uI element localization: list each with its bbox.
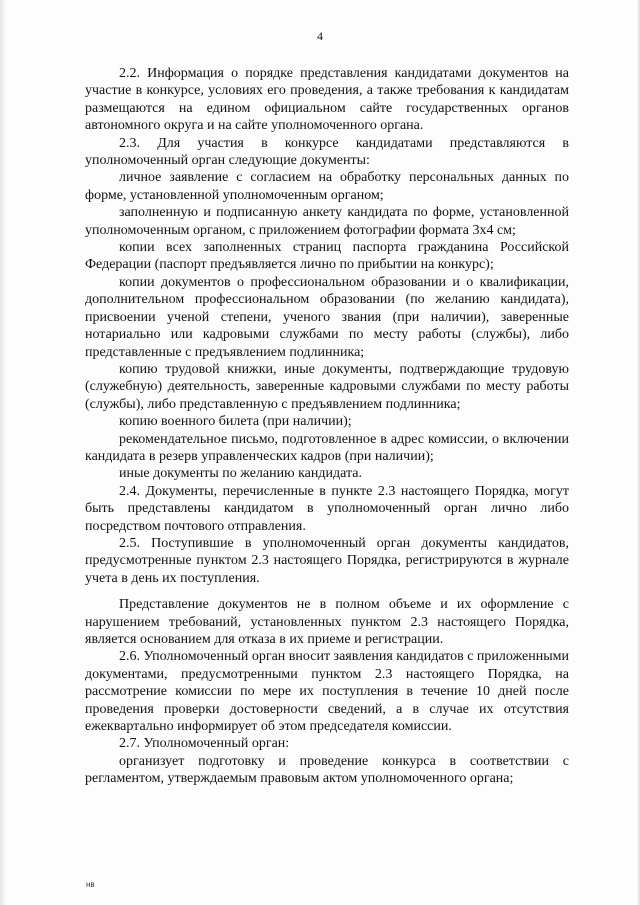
paragraph-2-7: 2.7. Уполномоченный орган:	[119, 736, 290, 752]
list-item-education-documents: копии документов о профессиональном образовании и о квалификации, дополнительном профессиональном образовании (по желанию кандидата), присвоении ученой степени, ученого звания (при наличии), заверенные нотариально или кадровыми службами по месту работы (службы), либо представленные с предъявлением подлинника;	[85, 274, 569, 360]
page-number: 4	[317, 29, 323, 43]
list-item-questionnaire: заполненную и подписанную анкету кандидата по форме, установленной уполномоченным органом, с приложением фотографии формата 3х4 см;	[85, 205, 569, 238]
list-item-employment-record: копию трудовой книжки, иные документы, подтверждающие трудовую (служебную) деятельность, заверенные кадровыми службами по месту работы (службы), либо представленную с предъявлением подлинника;	[85, 361, 569, 412]
list-item-passport-copies: копии всех заполненных страниц паспорта гражданина Российской Федерации (паспорт предъявляется лично по прибытии на конкурс);	[85, 240, 569, 273]
scan-edge-left	[0, 0, 6, 905]
list-item-other-documents: иные документы по желанию кандидата.	[119, 466, 362, 482]
document-body	[85, 65, 569, 788]
paragraph-2-4: 2.4. Документы, перечисленные в пункте 2.3 настоящего Порядка, могут быть представлены кандидатом в уполномоченный орган лично либо посредством почтового отправления.	[85, 483, 569, 534]
list-item-personal-statement: личное заявление с согласием на обработку персональных данных по форме, установленной уполномоченным органом;	[85, 170, 569, 203]
paragraph-2-6: 2.6. Уполномоченный орган вносит заявления кандидатов с приложенными документами, предусмотренными пунктом 2.3 настоящего Порядка, на рассмотрение комиссии по мере их поступления в течение 10 дней после проведения проверки достоверности сведений, а в случае их отсутствия ежеквартально информирует об этом председателя комиссии.	[85, 649, 570, 735]
paragraph-2-2: 2.2. Информация о порядке представления кандидатами документов на участие в конкурсе, условиях его проведения, а также требования к кандидатам размещаются на едином официальном сайте государственных органов автономного округа и на сайте уполномоченного органа.	[85, 66, 569, 134]
list-item-military-id: копию военного билета (при наличии);	[119, 414, 352, 430]
paragraph-rejection-grounds: Представление документов не в полном объеме и их оформление с нарушением требований, установленных пунктом 2.3 настоящего Порядка, является основанием для отказа в их приеме и регистрации.	[85, 597, 569, 647]
list-item-recommendation-letter: рекомендательное письмо, подготовленное в адрес комиссии, о включении кандидата в резерв управленческих кадров (при наличии);	[85, 431, 569, 464]
list-item-organizes-contest: организует подготовку и проведение конкурса в соответствии с регламентом, утверждаемым правовым актом уполномоченного органа;	[85, 753, 569, 787]
paragraph-2-3: 2.3. Для участия в конкурсе кандидатами представляются в уполномоченный орган следующие документы:	[85, 135, 569, 169]
paragraph-2-5: 2.5. Поступившие в уполномоченный орган документы кандидатов, предусмотренные пунктом 2.3 настоящего Порядка, регистрируются в журнале учета в день их поступления.	[85, 535, 569, 586]
footer-initials: нв	[86, 880, 95, 889]
